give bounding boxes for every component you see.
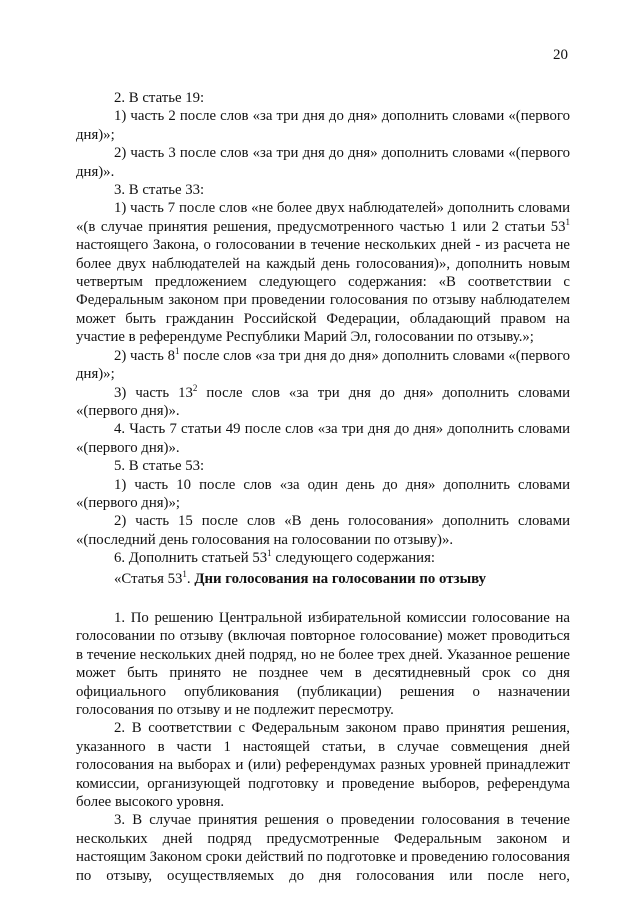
paragraph xyxy=(76,347,570,384)
paragraph-text: 6. Дополнить статьей 53 xyxy=(114,550,268,567)
paragraph-text: после слов «за три дня до дня» дополнить словами «(первого дня)»; xyxy=(76,347,570,383)
paragraph: 1) часть 10 после слов «за один день до дня» дополнить словами «(первого дня)»; xyxy=(76,476,570,511)
paragraph: 3. В статье 33: xyxy=(114,182,205,199)
paragraph xyxy=(76,549,570,567)
paragraph: 2. В статье 19: xyxy=(114,90,205,106)
superscript: 1 xyxy=(565,216,570,227)
superscript: 1 xyxy=(267,548,272,559)
heading-title: Дни голосования на голосовании по отзыву xyxy=(194,570,487,587)
article-heading xyxy=(76,570,570,588)
paragraph: 4. Часть 7 статьи 49 после слов «за три дня до дня» дополнить словами «(первого дня)». xyxy=(76,421,570,456)
paragraph: 2. В соответствии с Федеральным законом право принятия решения, указанного в части 1 настоящей статьи, в случае совмещения дней голосования на выборах и (или) референдумах разных уровней принадлежит комиссии, организующей подготовку и проведение выборов, референдума более высокого уровня. xyxy=(76,720,570,811)
paragraph-text: настоящего Закона, о голосовании в течение нескольких дней - из расчета не более двух наблюдателей на каждый день голосования)», дополнить новым четвертым предложением следующего содержания: «В соответствии с Федеральным законом при проведении голосования по отзыву наблюдателем может быть гражданин Российской Федерации, обладающий правом на участие в референдуме Республики Марий Эл, голосовании по отзыву.»; xyxy=(76,237,570,346)
paragraph-text: 1) часть 7 после слов «не более двух наблюдателей» дополнить словами «(в случае принятия решения, предусмотренного частью 1 или 2 статьи 53 xyxy=(76,200,570,235)
paragraph-text: 2) часть 8 xyxy=(114,347,175,364)
paragraph: 5. В статье 53: xyxy=(114,458,205,475)
page-number: 20 xyxy=(553,47,568,63)
paragraph-text: 3) часть 13 xyxy=(114,384,193,401)
paragraph: 2) часть 15 после слов «В день голосования» дополнить словами «(последний день голосования на голосовании по отзыву)». xyxy=(76,513,570,548)
paragraph xyxy=(76,199,570,346)
heading-text: «Статья 53 xyxy=(114,570,183,587)
superscript: 1 xyxy=(182,568,187,579)
paragraph-text: после слов «за три дня до дня» дополнить словами «(первого дня)». xyxy=(76,384,570,419)
superscript: 2 xyxy=(192,382,198,393)
paragraph: 1. По решению Центральной избирательной комиссии голосование на голосовании по отзыву (включая повторное голосование) может проводиться в течение нескольких дней подряд, но не более трех дней. Указанное решение может быть принято не позднее чем в десятидневный срок со дня официального опубликования (публикации) решения о назначении голосования по отзыву и не подлежит пересмотру. xyxy=(76,609,570,718)
paragraph: 3. В случае принятия решения о проведении голосования в течение нескольких дней подряд предусмотренные Федеральным законом и настоящим Законом сроки действий по подготовке и проведению голосования по отзыву, осуществляемых до дня голосования или после него, xyxy=(76,812,570,884)
heading-text: . xyxy=(186,570,195,587)
paragraph xyxy=(76,384,570,421)
superscript: 1 xyxy=(174,345,180,356)
paragraph: 2) часть 3 после слов «за три дня до дня» дополнить словами «(первого дня)». xyxy=(76,145,570,180)
paragraph: 1) часть 2 после слов «за три дня до дня» дополнить словами «(первого дня)»; xyxy=(76,108,570,143)
paragraph-text: следующего содержания: xyxy=(271,550,435,567)
document-body xyxy=(76,89,570,885)
